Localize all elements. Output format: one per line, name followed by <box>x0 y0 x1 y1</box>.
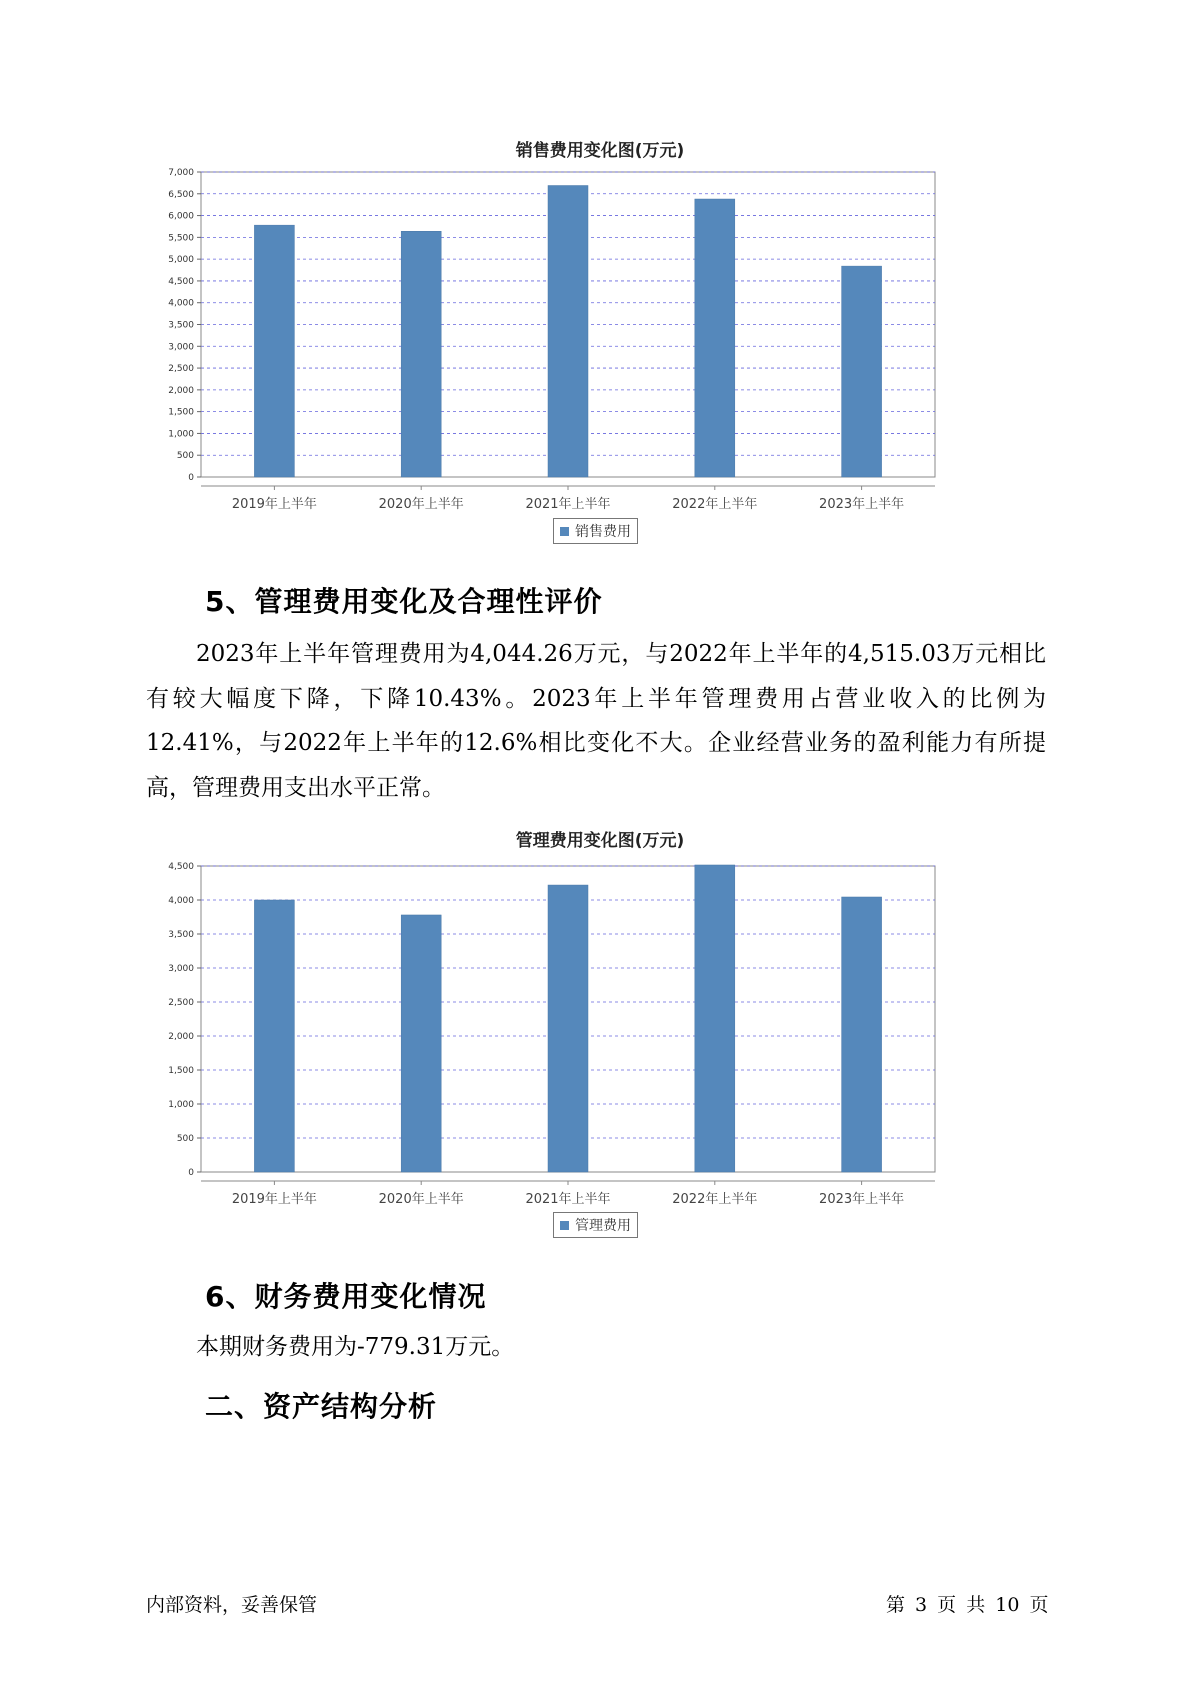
y-tick-label: 3,500 <box>168 320 194 331</box>
bar <box>254 225 294 477</box>
y-tick-label: 2,500 <box>168 364 194 375</box>
x-tick-label: 2019年上半年 <box>231 497 317 512</box>
y-tick-label: 2,000 <box>168 385 194 396</box>
y-tick-label: 2,000 <box>168 1032 194 1042</box>
admin-expense-chart <box>140 826 1060 1246</box>
y-tick-label: 6,500 <box>168 189 194 200</box>
x-tick-label: 2020年上半年 <box>378 497 464 512</box>
chart-plot <box>140 164 1060 544</box>
y-tick-label: 2,500 <box>168 998 194 1008</box>
y-tick-label: 1,500 <box>168 407 194 418</box>
y-tick-label: 1,000 <box>168 429 194 440</box>
footer-page-number: 第 3 页 共 10 页 <box>886 1594 1049 1616</box>
x-tick-label: 2023年上半年 <box>819 1192 905 1207</box>
footer-confidential-note: 内部资料，妥善保管 <box>146 1594 318 1616</box>
section-paragraph <box>146 632 1046 810</box>
section-heading: 5、管理费用变化及合理性评价 <box>205 585 603 618</box>
paragraph-text: 本期财务费用为-779.31万元。 <box>196 1334 515 1360</box>
bar <box>254 900 294 1172</box>
bar <box>401 915 441 1172</box>
x-tick-label: 2021年上半年 <box>525 1192 611 1207</box>
paragraph-text: 2023年上半年管理费用为4,044.26万元，与2022年上半年的4,515.03万元相比有较大幅度下降，下降10.43%。2023年上半年管理费用占营业收入的比例为12.41%，与2022年上半年的12.6%相比变化不大。企业经营业务的盈利能力有所提高，管理费用支出水平正常。 <box>146 641 1046 801</box>
sales-expense-chart <box>140 136 1060 556</box>
y-tick-label: 3,000 <box>168 342 194 353</box>
legend-label: 销售费用 <box>575 524 631 540</box>
x-tick-label: 2022年上半年 <box>672 497 758 512</box>
chart-plot <box>140 854 1060 1234</box>
y-tick-label: 0 <box>188 473 194 483</box>
bar <box>842 266 882 477</box>
legend-label: 管理费用 <box>575 1218 631 1234</box>
bar <box>695 199 735 477</box>
section-heading: 6、财务费用变化情况 <box>205 1280 487 1313</box>
y-tick-label: 1,000 <box>168 1100 194 1110</box>
bar <box>548 186 588 477</box>
y-tick-label: 500 <box>176 1134 194 1144</box>
y-tick-label: 0 <box>188 1168 194 1178</box>
bar <box>401 231 441 477</box>
chart-legend <box>553 1212 638 1238</box>
y-tick-label: 500 <box>176 451 194 462</box>
section-paragraph <box>146 1325 1046 1370</box>
x-tick-label: 2021年上半年 <box>525 497 611 512</box>
bar <box>842 897 882 1172</box>
chart-title: 管理费用变化图(万元) <box>515 831 685 851</box>
x-tick-label: 2019年上半年 <box>231 1192 317 1207</box>
y-tick-label: 5,500 <box>168 233 194 244</box>
y-tick-label: 5,000 <box>168 255 194 266</box>
y-tick-label: 3,500 <box>168 930 194 940</box>
legend-swatch <box>560 1221 569 1230</box>
bar <box>695 865 735 1172</box>
y-tick-label: 3,000 <box>168 964 194 974</box>
y-tick-label: 4,500 <box>168 276 194 287</box>
chart-legend <box>553 518 638 544</box>
chart-title: 销售费用变化图(万元) <box>515 141 685 161</box>
y-tick-label: 4,500 <box>168 862 194 872</box>
y-tick-label: 4,000 <box>168 896 194 906</box>
y-tick-label: 6,000 <box>168 211 194 222</box>
y-tick-label: 4,000 <box>168 298 194 309</box>
bar <box>548 885 588 1172</box>
x-tick-label: 2020年上半年 <box>378 1192 464 1207</box>
y-tick-label: 7,000 <box>168 168 194 178</box>
x-tick-label: 2023年上半年 <box>819 497 905 512</box>
legend-swatch <box>560 527 569 536</box>
section-heading: 二、资产结构分析 <box>205 1390 438 1423</box>
y-tick-label: 1,500 <box>168 1066 194 1076</box>
x-tick-label: 2022年上半年 <box>672 1192 758 1207</box>
